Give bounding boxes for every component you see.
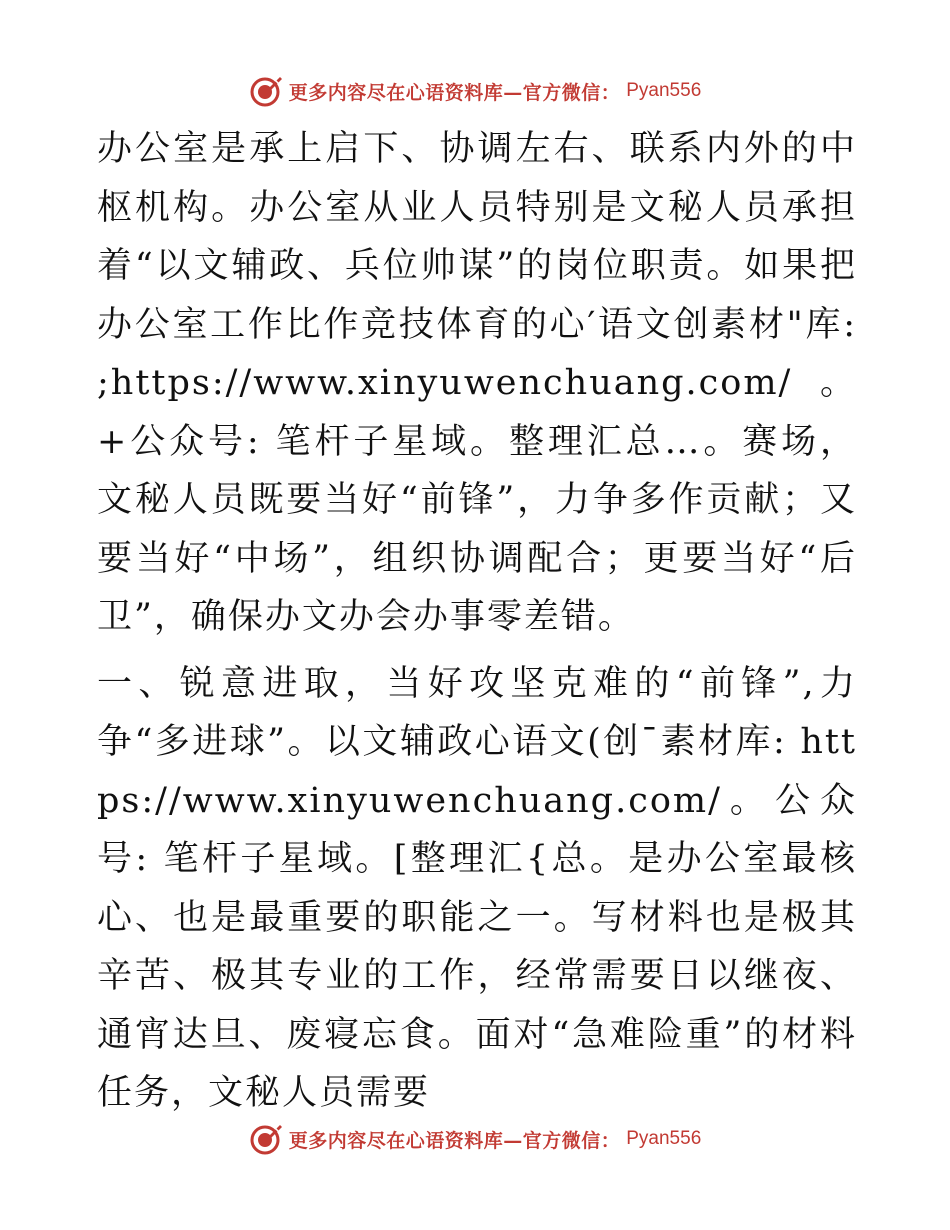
paragraph-section-one: 一、锐意进取，当好攻坚克难的“前锋”,力争“多进球”。以文辅政心语文(创¯素材库: https://www.xinyuwenchuang.com/。公众号: 笔杆子星域。[整理汇{总。是办公室最核心、也是最重要的职能之一。写材料也是极其辛苦、极其专业的工作，经常需要日以继夜、通宵达旦、废寝忘食。面对“急难险重”的材料任务，文秘人员需要 (97, 663, 857, 1113)
pen-seal-logo-icon (249, 1122, 283, 1156)
document-body (97, 120, 857, 1123)
header-banner-text: 更多内容尽在心语资料库—官方微信： (288, 81, 621, 104)
paragraph-intro: 办公室是承上启下、协调左右、联系内外的中枢机构。办公室从业人员特别是文秘人员承担着“以文辅政、兵位帅谋”的岗位职责。如果把办公室工作比作竞技体育的心′语文创素材"库: ;https://www.xinyuwenchuang.com/。+公众号: 笔杆子星域。整理汇总…。赛场，文秘人员既要当好“前锋”，力争多作贡献；又要当好“中场”，组织协调配合；更要当好“后卫”，确保办文办会办事零差错。 (97, 129, 857, 637)
header-banner-contact: Pyan556 (626, 80, 702, 101)
footer-banner-text: 更多内容尽在心语资料库—官方微信： (288, 1129, 621, 1152)
footer-banner (0, 1117, 950, 1161)
footer-banner-contact: Pyan556 (626, 1128, 702, 1149)
pen-seal-logo-icon (249, 74, 283, 108)
header-banner (0, 69, 950, 113)
